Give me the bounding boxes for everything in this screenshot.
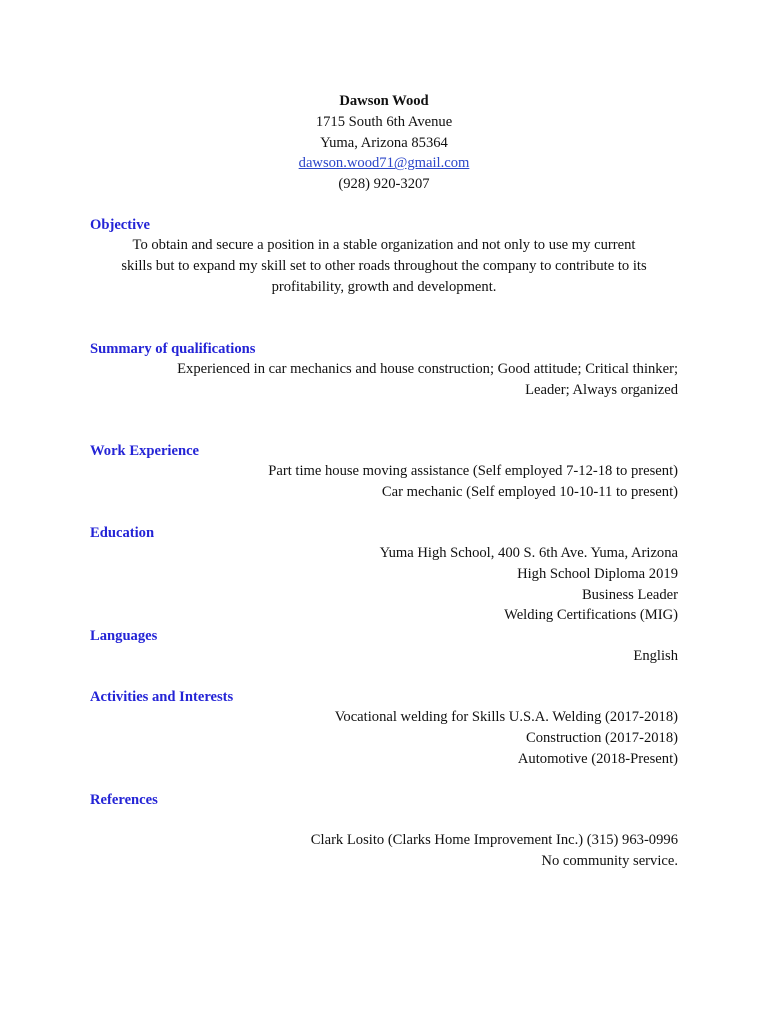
summary-line: Leader; Always organized bbox=[525, 381, 678, 398]
languages-heading: Languages bbox=[90, 628, 158, 644]
activity-item: Construction (2017-2018) bbox=[525, 729, 678, 746]
phone-number: (928) 920-3207 bbox=[338, 176, 430, 193]
education-list bbox=[90, 543, 678, 626]
references-list bbox=[90, 830, 678, 872]
summary-heading: Summary of qualifications bbox=[90, 341, 256, 357]
reference-item: No community service. bbox=[541, 852, 678, 869]
language-item: English bbox=[633, 648, 678, 664]
objective-heading: Objective bbox=[90, 217, 150, 233]
education-item: Business Leader bbox=[581, 586, 678, 603]
activity-item: Automotive (2018-Present) bbox=[517, 750, 678, 767]
work-item: Car mechanic (Self employed 10-10-11 to present) bbox=[381, 483, 678, 500]
activity-item: Vocational welding for Skills U.S.A. Welding (2017-2018) bbox=[334, 709, 678, 725]
objective-line: skills but to expand my skill set to other roads throughout the company to contribute to its bbox=[121, 257, 647, 274]
objective-line: To obtain and secure a position in a stable organization and not only to use my current bbox=[132, 237, 636, 253]
objective-line: profitability, growth and development. bbox=[271, 278, 497, 295]
education-item: Yuma High School, 400 S. 6th Ave. Yuma, Arizona bbox=[379, 545, 678, 561]
summary-text bbox=[90, 359, 678, 401]
education-heading: Education bbox=[90, 525, 155, 541]
languages-list bbox=[90, 646, 678, 667]
references-heading: References bbox=[90, 792, 158, 808]
reference-item: Clark Losito (Clarks Home Improvement Inc.) (315) 963-0996 bbox=[310, 832, 678, 848]
work-experience-list bbox=[90, 461, 678, 503]
education-item: High School Diploma 2019 bbox=[517, 565, 678, 582]
email-link[interactable]: dawson.wood71@gmail.com bbox=[298, 155, 470, 172]
work-experience-heading: Work Experience bbox=[90, 443, 200, 459]
work-item: Part time house moving assistance (Self employed 7-12-18 to present) bbox=[268, 463, 678, 479]
education-item: Welding Certifications (MIG) bbox=[504, 607, 678, 624]
contact-header bbox=[0, 91, 768, 195]
summary-line: Experienced in car mechanics and house construction; Good attitude; Critical thinker; bbox=[177, 361, 678, 377]
applicant-name: Dawson Wood bbox=[339, 93, 429, 109]
address-line-2: Yuma, Arizona 85364 bbox=[320, 134, 448, 151]
activities-heading: Activities and Interests bbox=[90, 689, 234, 705]
address-line-1: 1715 South 6th Avenue bbox=[315, 113, 453, 130]
objective-text bbox=[90, 235, 678, 297]
activities-list bbox=[90, 707, 678, 769]
